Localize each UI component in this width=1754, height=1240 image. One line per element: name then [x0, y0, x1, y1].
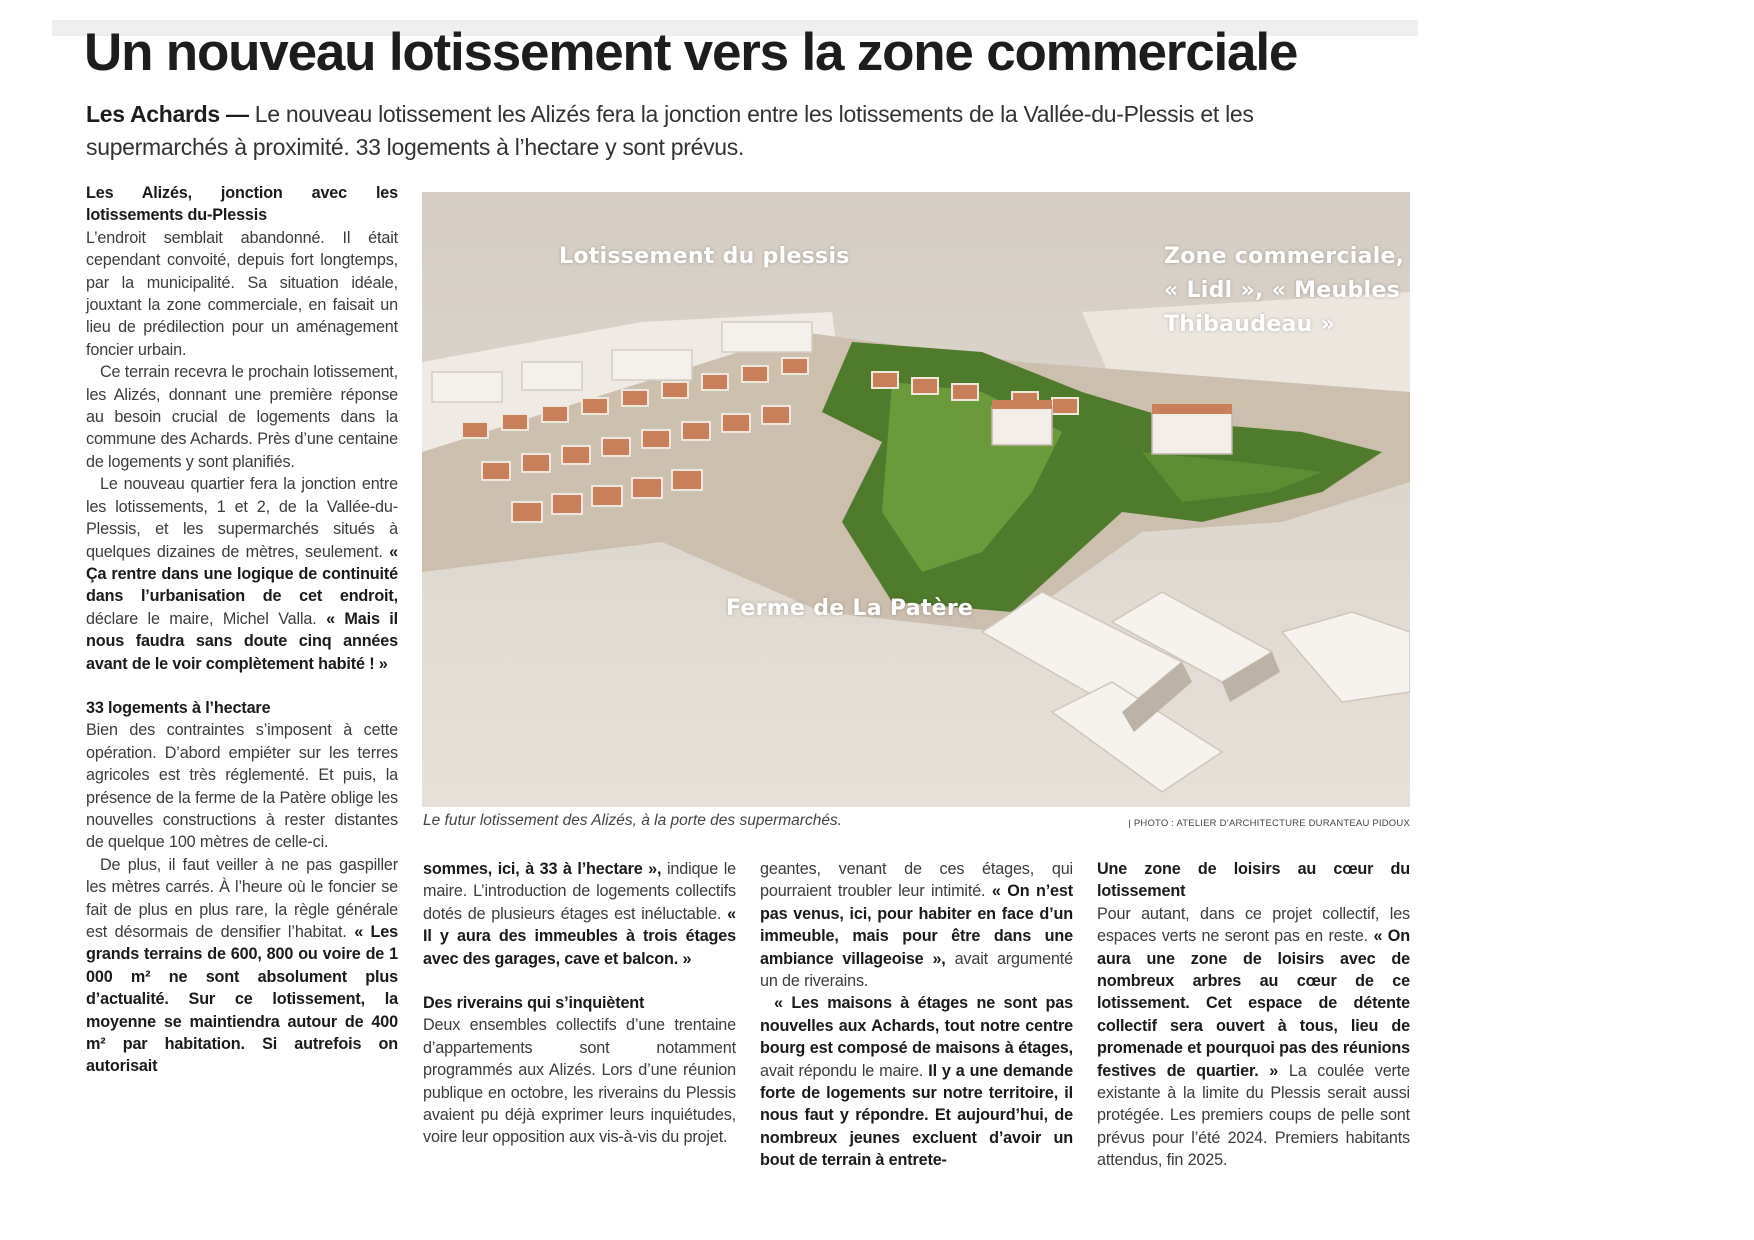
- quote: « Ça rentre dans une logique de continuité dans l’urbanisation de cet endroit,: [86, 542, 398, 606]
- label-lotissement: Lotissement du plessis: [559, 244, 850, 269]
- paragraph: [1097, 903, 1410, 1172]
- label-zone-commerciale: [1164, 240, 1404, 342]
- paragraph: Deux ensembles collectifs d’une trentaine d’appartements sont notamment programmés aux Alizés. Lors d’une réunion publique en octobre, les riverains du Plessis avaient pu déjà exprimer leurs inquiétudes, voire leur opposition aux vis-à-vis du projet.: [423, 1016, 736, 1147]
- photo-caption: Le futur lotissement des Alizés, à la porte des supermarchés.: [423, 812, 842, 829]
- quote: « Les grands terrains de 600, 800 ou voire de 1 000 m² ne sont absolument plus d’actualité. Sur ce lotissement, la moyenne se maintiendra autour de 400 m² par habitation. Si autrefois on autorisait: [86, 923, 398, 1076]
- photo-credit: | PHOTO : ATELIER D’ARCHITECTURE DURANTEAU PIDOUX: [1128, 818, 1410, 829]
- paragraph: [423, 858, 736, 970]
- paragraph: Ce terrain recevra le prochain lotissement, les Alizés, donnant une première réponse au besoin crucial de logements dans la commune des Achards. Près d’une centaine de logements y sont planifiés.: [86, 363, 398, 471]
- quote: « Il y aura des immeubles à trois étages avec des garages, cave et balcon. »: [423, 904, 736, 968]
- paragraph: [86, 854, 398, 1078]
- text: De plus, il faut veiller à ne pas gaspiller les mètres carrés. À l’heure où le foncier se fait de plus en plus rare, la règle générale est désormais de densifier l’habitat.: [86, 855, 398, 941]
- paragraph: [760, 858, 1073, 992]
- column-4: [1097, 858, 1410, 1172]
- subheading-zone-loisirs: Une zone de loisirs au cœur du lotissement: [1097, 860, 1410, 901]
- quote: Il y a une demande forte de logements sur notre territoire, il nous faut y répondre. Et aujourd’hui, de nombreux jeunes excluent d’avoir un bout de terrain à entrete-: [760, 1061, 1073, 1170]
- text: Pour autant, dans ce projet collectif, les espaces verts ne seront pas en reste.: [1097, 904, 1410, 946]
- text: indique le maire. L’introduction de logements collectifs dotés de plusieurs étages est inéluctable.: [423, 860, 736, 923]
- text: geantes, venant de ces étages, qui pourraient troubler leur intimité.: [760, 860, 1073, 901]
- quote: sommes, ici, à 33 à l’hectare »,: [423, 860, 662, 878]
- subheading-alizes: Les Alizés, jonction avec les lotissements du-Plessis: [86, 184, 398, 225]
- dateline: Les Achards —: [86, 101, 249, 127]
- paragraph: Bien des contraintes s’imposent à cette opération. D’abord empiéter sur les terres agricoles est très réglementé. Et puis, la présence de la ferme de la Patère oblige les nouvelles constructions à rester distantes de quelque 100 mètres de celle-ci.: [86, 721, 398, 852]
- article-photo: [422, 192, 1410, 807]
- label-line: Zone commerciale,: [1164, 244, 1405, 269]
- paragraph: L’endroit semblait abandonné. Il était cependant convoité, depuis fort longtemps, par la municipalité. Sa situation idéale, jouxtant la zone commerciale, en faisait un lieu de prédilection pour un aménagement foncier urbain.: [86, 228, 398, 359]
- text: avait argumenté un de riverains.: [760, 949, 1073, 991]
- subheading-riverains: Des riverains qui s’inquiètent: [423, 994, 645, 1013]
- text: avait répondu le maire.: [760, 1061, 929, 1080]
- quote: « Mais il nous faudra sans doute cinq années avant de le voir complètement habité ! »: [86, 609, 398, 673]
- quote: « Les maisons à étages ne sont pas nouvelles aux Achards, tout notre centre bourg est composé de maisons à étages,: [760, 994, 1073, 1058]
- text: déclare le maire, Michel Valla.: [86, 609, 327, 628]
- text: La coulée verte existante à la limite du Plessis serait aussi protégée. Les premiers coups de pelle sont prévus pour l’été 2024. Premiers habitants attendus, fin 2025.: [1097, 1061, 1410, 1170]
- lead-paragraph: [86, 98, 1286, 164]
- subheading-33-logements: 33 logements à l’hectare: [86, 698, 271, 717]
- label-line: « Lidl », « Meubles: [1164, 278, 1400, 303]
- lead-text: Le nouveau lotissement les Alizés fera la jonction entre les lotissements de la Vallée-du-Plessis et les supermarchés à proximité. 33 logements à l’hectare y sont prévus.: [86, 101, 1254, 160]
- paragraph: [760, 992, 1073, 1171]
- column-3: [760, 858, 1073, 1172]
- quote: « On aura une zone de loisirs avec de nombreux arbres au cœur de ce lotissement. Cet espace de détente collectif sera ouvert à tous, lieu de promenade et pourquoi pas des réunions festives de quartier. »: [1097, 927, 1410, 1080]
- quote: « On n’est pas venus, ici, pour habiter en face d’un immeuble, mais pour être dans une ambiance villageoise »,: [760, 882, 1073, 968]
- text: Le nouveau quartier fera la jonction entre les lotissements, 1 et 2, de la Vallée-du-Plessis, et les supermarchés situés à quelques dizaines de mètres, seulement.: [86, 475, 398, 561]
- label-line: Thibaudeau »: [1164, 312, 1336, 337]
- column-1: [86, 182, 398, 1078]
- headline: Un nouveau lotissement vers la zone commerciale: [84, 23, 1298, 82]
- paragraph: [86, 473, 398, 675]
- label-ferme: Ferme de La Patère: [726, 596, 974, 621]
- column-2: [423, 858, 736, 1149]
